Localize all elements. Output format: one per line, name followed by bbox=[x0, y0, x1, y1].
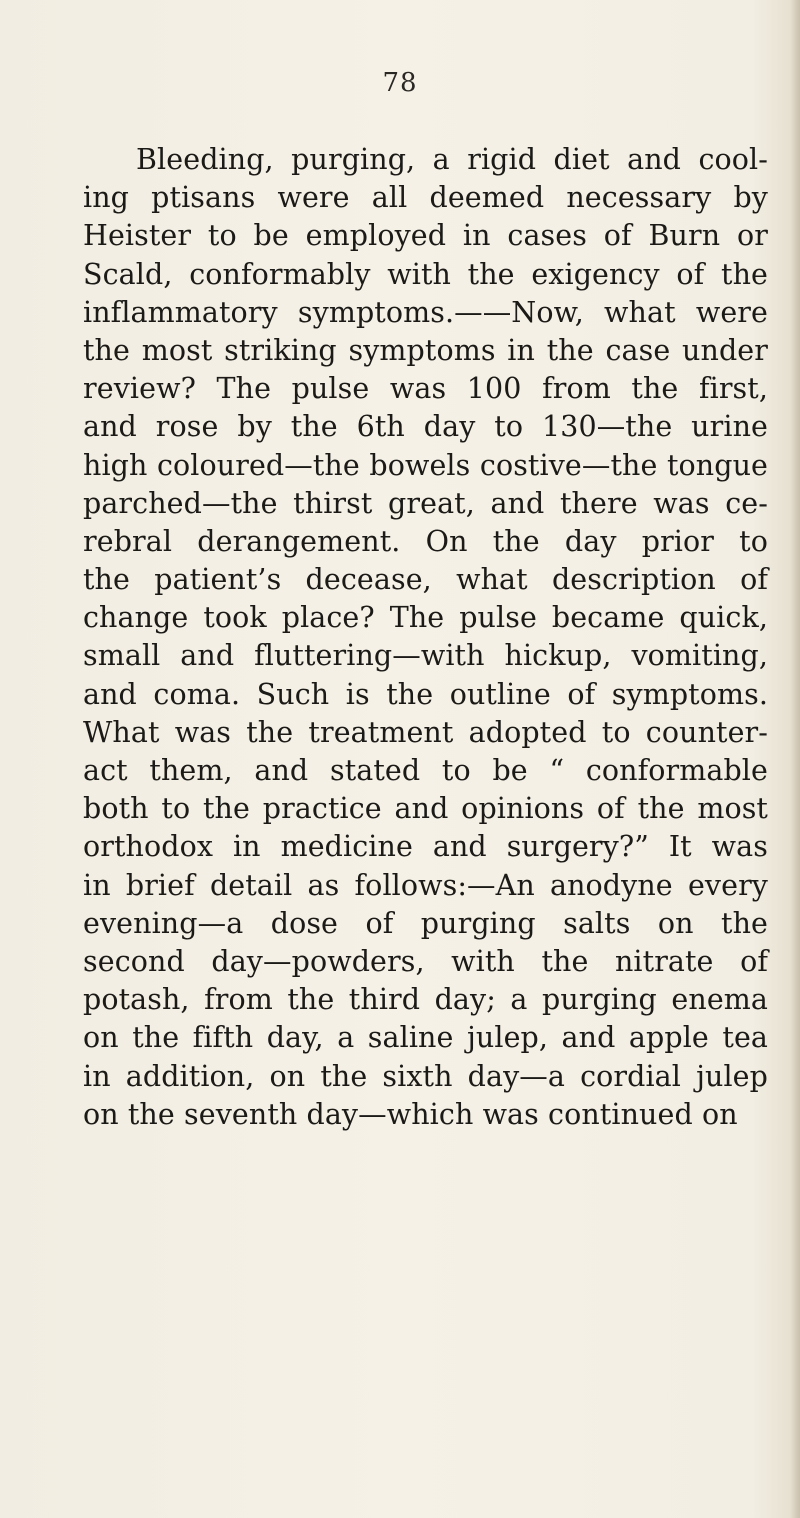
page-number: 78 bbox=[382, 68, 418, 98]
text-line: second day—powders, with the nitrate of bbox=[83, 944, 768, 978]
text-line: What was the treatment adopted to counter- bbox=[83, 715, 768, 749]
text-line: on the seventh day—which was continued on bbox=[83, 1097, 738, 1131]
text-line: Scald, conformably with the exigency of the bbox=[83, 257, 768, 291]
text-line: parched—the thirst great, and there was ce- bbox=[83, 486, 768, 520]
text-line: both to the practice and opinions of the most bbox=[83, 792, 768, 826]
text-line: in brief detail as follows:—An anodyne every bbox=[83, 868, 768, 902]
text-line: act them, and stated to be “ conformable bbox=[83, 754, 768, 787]
text-line: ing ptisans were all deemed necessary by bbox=[83, 181, 768, 215]
text-line: evening—a dose of purging salts on the bbox=[83, 906, 768, 940]
text-line: small and fluttering—with hickup, vomiting, bbox=[83, 639, 768, 673]
text-line: change took place? The pulse became quick, bbox=[83, 601, 768, 635]
text-line: rebral derangement. On the day prior to bbox=[83, 524, 768, 558]
text-line: review? The pulse was 100 from the first, bbox=[83, 372, 768, 406]
text-line: in addition, on the sixth day—a cordial julep bbox=[83, 1059, 768, 1093]
text-line: Bleeding, purging, a rigid diet and cool- bbox=[136, 143, 768, 176]
text-line: on the fifth day, a saline julep, and apple tea bbox=[83, 1021, 768, 1055]
text-line: inflammatory symptoms.——Now, what were bbox=[83, 295, 768, 329]
text-line: high coloured—the bowels costive—the tongue bbox=[83, 448, 768, 482]
text-line: the most striking symptoms in the case under bbox=[83, 333, 768, 367]
page-edge-shadow bbox=[790, 0, 800, 1518]
text-line: the patient’s decease, what description of bbox=[83, 563, 768, 597]
text-line: orthodox in medicine and surgery?” It was bbox=[83, 830, 768, 864]
text-line: Heister to be employed in cases of Burn or bbox=[83, 219, 768, 253]
text-line: and rose by the 6th day to 130—the urine bbox=[83, 410, 768, 444]
body-text bbox=[83, 141, 768, 1134]
text-line: potash, from the third day; a purging enema bbox=[83, 983, 768, 1017]
text-line: and coma. Such is the outline of symptoms. bbox=[83, 677, 768, 711]
